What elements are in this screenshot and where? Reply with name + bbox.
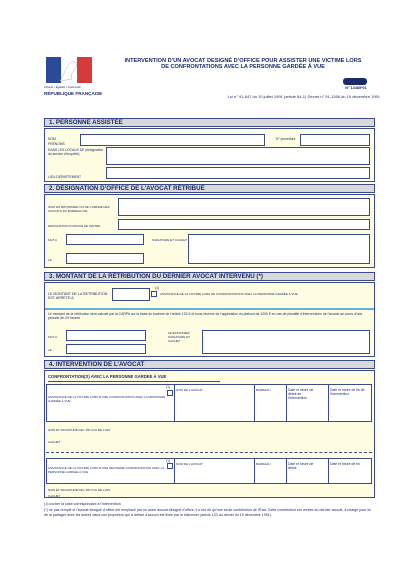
- batonnier-label: NOM DU BÂTONNIER OU DE L’ORDRE DES AVOCATS DU BARREAU DE: [48, 205, 110, 213]
- col-sep-4a-3: [286, 385, 287, 421]
- note-4a: (1): [166, 385, 171, 389]
- lieu-field[interactable]: [106, 167, 370, 179]
- col-sep-4a-1: [174, 385, 175, 421]
- confrontation-2-checkbox[interactable]: [167, 463, 173, 469]
- confrontation-subtitle: CONFRONTATION(S) AVEC LA PERSONNE GARDEE À VUE: [48, 374, 167, 379]
- lieu-label: LIEU-DEPARTEMENT: [48, 175, 82, 179]
- footnote-2: (*) ne pas remplir si l’avocat désigné d’office est remplacé par un autre avocat désigné d’office, il n’est dû qu’une seule contribution de l’État. Cette contribution est versée au dernier avocat, à charge pour lui de la partager avec les autres dans une proportion qui à défaut d’accord est fixée par le bâtonnier (article 103 du décret du 19 décembre 1991).: [44, 508, 372, 517]
- designation-label: DESIGNATION D’OFFICE DE MAITRE: [48, 224, 101, 228]
- col-sep-4b-2: [254, 459, 255, 483]
- batonnier-signature-label: LE BATONNIER SIGNATURE ET CACHET: [168, 331, 190, 343]
- col-sep-4b-3: [286, 459, 287, 483]
- confrontation-1-row: [46, 384, 372, 422]
- section-2-title: 2. DÉSIGNATION D’OFFICE DE L’AVOCAT RÉTRIBUÉ: [44, 184, 375, 193]
- signature-label-2: SIGNATURE ET CACHET: [152, 238, 188, 242]
- maitre-field[interactable]: [118, 219, 370, 230]
- nom-avocat-label-4b: NOM DE L’AVOCAT: [176, 462, 203, 466]
- note-4b: (1): [166, 459, 171, 463]
- debut-label-4a: Date et heure de début de l’intervention: [288, 388, 314, 400]
- confrontation-1-checkbox[interactable]: [167, 390, 173, 396]
- fait-a-label-2: FAIT A: [48, 238, 57, 242]
- opj-dash-4a: [46, 452, 372, 453]
- marianne-logo: [46, 57, 92, 83]
- cerfa-logo: [343, 78, 367, 85]
- signature-field-2[interactable]: [188, 234, 370, 264]
- le-label-3: LE: [48, 348, 52, 352]
- debut-label-4b: Date et heure de début: [288, 462, 314, 470]
- nom-field[interactable]: [80, 134, 265, 146]
- footnote-1: (1) cocher la case correspondant à l’intervention: [44, 502, 121, 506]
- cachet-label-4b: CACHET: [48, 494, 61, 498]
- cachet-label-4a: CACHET: [48, 440, 61, 444]
- nom-avocat-label-4a: NOM DE L’AVOCAT: [176, 388, 203, 392]
- fait-a-field-3[interactable]: [66, 330, 146, 341]
- fin-label-4b: Date et heure de fin: [330, 462, 360, 466]
- locaux-field[interactable]: [106, 147, 370, 165]
- subtitle-underline: [48, 381, 220, 382]
- fait-a-label-3: FAIT A: [48, 335, 57, 339]
- locaux-label: DANS LES LOCAUX DE (désignation du service d’enquête): [48, 148, 104, 156]
- montant-label: LE MONTANT DE LA RETRIBUTION EST ARRETE A: [48, 292, 108, 300]
- assistance-label-4b: ASSISTANCE DE LA VICTIME LORS D’UNE DEUXIEME CONFRONTATION AVEC LA PERSONNE GARDEE À VUE: [48, 466, 165, 474]
- logo-country: RÉPUBLIQUE FRANÇAISE: [44, 91, 103, 96]
- section-3-divider: [45, 308, 374, 310]
- section-3-title: 3. MONTANT DE LA RÉTRIBUTION DU DERNIER AVOCAT INTERVENU (*): [44, 272, 375, 281]
- assistance-label-4a: ASSISTANCE DE LA VICTIME LORS D’UNE CONFRONTATION AVEC LA PERSONNE GARDÉE À VUE: [48, 395, 166, 403]
- form-title: INTERVENTION D’UN AVOCAT DESIGNÉ D’OFFICE POUR ASSISTER UNE VICTIME LORS DE CONFRONTATIONS AVEC LA PERSONNE GARDÉE À VUE: [124, 58, 362, 71]
- legal-reference: Loi n° 91-647 du 10 juillet 1991 (article 64-1) Décret n° 91-1266 du 19 décembre 1991: [227, 94, 380, 99]
- fait-a-field-2[interactable]: [66, 234, 144, 245]
- prenoms-label: PRENOMS: [48, 142, 65, 146]
- logo-motto: Liberté • Égalité • Fraternité: [44, 85, 81, 89]
- col-sep-4a-2: [254, 385, 255, 421]
- cerfa-number: N° 14485*01: [345, 86, 367, 90]
- assistance-label-3: ASSISTANCE DE LA VICTIME LORS DE CONFRONTATIONS AVEC LA PERSONNE GARDÉE À VUE: [160, 292, 298, 296]
- section-1-title: 1. PERSONNE ASSISTÉE: [44, 118, 375, 127]
- col-sep-4b-4: [328, 459, 329, 483]
- le-field-3[interactable]: [66, 344, 146, 354]
- barreau-field[interactable]: [118, 198, 370, 216]
- montant-checkbox[interactable]: [151, 291, 157, 297]
- batonnier-signature-field[interactable]: [202, 330, 370, 354]
- montant-note: (1): [155, 286, 160, 290]
- opj-signature-label-4b: NOM ET SIGNATURE DE L’OPJ OU DE L’APJ: [48, 488, 111, 492]
- opj-signature-label-4a: NOM ET SIGNATURE DE L’OPJ OU DE L’APJ: [48, 428, 111, 432]
- nom-label: NOM: [48, 137, 56, 141]
- col-sep-4a-4: [328, 385, 329, 421]
- le-field-2[interactable]: [66, 253, 144, 264]
- n-procedure-field[interactable]: [300, 134, 370, 146]
- n-procedure-label: N° procédure: [276, 137, 296, 141]
- montant-field[interactable]: [112, 288, 150, 301]
- calcul-notice: Le montant de la rétribution sera calculé par la CARPA sur la base du barème de l’article 132-5 et sous réserve de l’application du plafond de 1200 € en cas de pluralité d’interventions de l’avocat au cours d’une période de 24 heures: [48, 312, 363, 321]
- barreau-label-4a: BARREAU: [256, 388, 271, 392]
- barreau-label-4b: BARREAU: [256, 462, 271, 466]
- le-label-2: LE: [48, 258, 52, 262]
- section-4-title: 4. INTERVENTION DE L’AVOCAT: [44, 360, 375, 369]
- fin-label-4a: Date et heure de fin de l’intervention: [330, 388, 365, 396]
- col-sep-4b-1: [174, 459, 175, 483]
